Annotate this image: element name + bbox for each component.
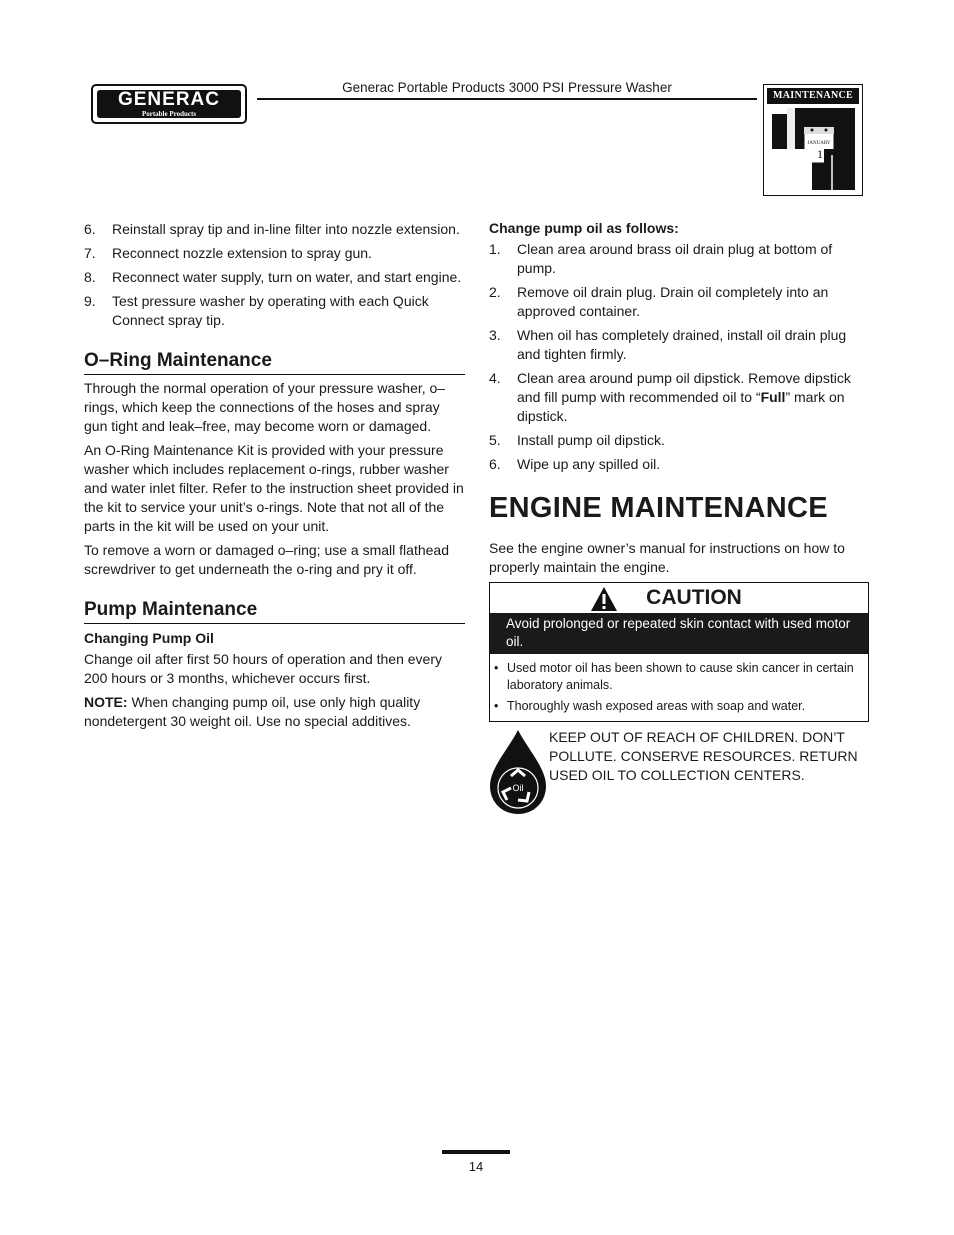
list-item — [84, 244, 465, 263]
step-text: Test pressure washer by operating with each Quick Connect spray tip. — [112, 293, 429, 328]
pump-heading: Pump Maintenance — [84, 599, 465, 624]
step-text: Reconnect water supply, turn on water, and start engine. — [112, 269, 462, 285]
engine-maintenance-heading: ENGINE MAINTENANCE — [489, 492, 828, 524]
page-number: 14 — [468, 1159, 484, 1174]
oring-heading: O–Ring Maintenance — [84, 350, 465, 375]
oring-paragraph-3: To remove a worn or damaged o–ring; use a small flathead screwdriver to get underneath the o-ring and pry it off. — [84, 542, 449, 577]
step-text: Reinstall spray tip and in-line filter into nozzle extension. — [112, 221, 460, 237]
step-text: Remove oil drain plug. Drain oil completely into an approved container. — [517, 284, 829, 319]
oring-paragraph-1: Through the normal operation of your pressure washer, o–rings, which keep the connections of the hoses and spray gun tight and leak–free, may become worn or damaged. — [84, 380, 446, 434]
warning-triangle-icon — [590, 586, 618, 612]
step-number: 1. — [489, 241, 501, 257]
changing-pump-oil-heading: Changing Pump Oil — [84, 630, 214, 646]
document-title: Generac Portable Products 3000 PSI Pressure Washer — [342, 80, 672, 95]
step-number: 3. — [489, 327, 501, 343]
bullet-text: Thoroughly wash exposed areas with soap and water. — [507, 699, 806, 713]
step-number: 6. — [84, 221, 96, 237]
bullet-text: Used motor oil has been shown to cause skin cancer in certain laboratory animals. — [507, 661, 854, 692]
pump-oil-schedule: Change oil after first 50 hours of operation and then every 200 hours or 3 months, whichever occurs first. — [84, 651, 442, 686]
step-number: 9. — [84, 293, 96, 309]
caution-box — [489, 582, 869, 722]
note-text: When changing pump oil, use only high quality nondetergent 30 weight oil. Use no special additives. — [84, 694, 421, 729]
caution-warning: Avoid prolonged or repeated skin contact with used motor oil. — [490, 613, 868, 654]
logo-word: GENERAC — [117, 89, 220, 110]
step-number: 5. — [489, 432, 501, 448]
step-number: 4. — [489, 370, 501, 386]
oring-paragraph-2: An O-Ring Maintenance Kit is provided with your pressure washer which includes replacement o-rings, rubber washer and water inlet filter. Refer to the instruction sheet provided in the kit to service your unit’s o-rings. Note that not all of the parts in the kit will be used on your unit. — [84, 442, 464, 534]
change-pump-oil-heading: Change pump oil as follows: — [489, 220, 679, 236]
list-item — [489, 326, 870, 364]
oil-recycle-icon — [489, 728, 547, 816]
pump-oil-note — [84, 693, 465, 731]
step-number: 8. — [84, 269, 96, 285]
bullet-dot: • — [494, 661, 499, 675]
step-text: When oil has completely drained, install oil drain plug and tighten firmly. — [517, 327, 847, 362]
header-rule — [257, 98, 757, 100]
list-item — [84, 220, 465, 239]
oil-label: Oil — [512, 783, 524, 793]
maintenance-label: MAINTENANCE — [767, 88, 859, 104]
list-item — [494, 698, 862, 715]
engine-paragraph: See the engine owner’s manual for instructions on how to properly maintain the engine. — [489, 540, 845, 575]
step-text-before: Clean area around pump oil dipstick. Remove dipstick and fill pump with recommended oil to “ — [517, 370, 851, 405]
footer-bar — [442, 1150, 510, 1154]
calendar-month: JANUARY — [807, 141, 831, 146]
step-text: Reconnect nozzle extension to spray gun. — [112, 245, 372, 261]
caution-title: CAUTION — [646, 586, 742, 609]
step-number: 6. — [489, 456, 501, 472]
step-text-bold: Full — [760, 389, 786, 405]
oil-recycle-notice — [489, 728, 870, 818]
list-item — [84, 268, 465, 287]
calendar-day: 1 — [817, 147, 823, 161]
logo-subtitle: Portable Products — [141, 110, 197, 118]
caution-header — [490, 583, 868, 613]
list-item — [489, 431, 870, 450]
list-item — [489, 240, 870, 278]
pump-oil-steps — [489, 240, 870, 474]
step-text-after: ” mark on dipstick. — [517, 389, 845, 424]
generac-logo — [91, 84, 247, 124]
list-item — [489, 455, 870, 474]
calendar-wrench-icon — [764, 85, 862, 195]
note-label: NOTE: — [84, 694, 128, 710]
step-number: 7. — [84, 245, 96, 261]
list-item — [84, 292, 465, 330]
step-text: Clean area around brass oil drain plug at bottom of pump. — [517, 241, 833, 276]
maintenance-badge — [763, 84, 863, 196]
reinstall-steps — [84, 220, 465, 330]
left-column — [84, 220, 465, 736]
list-item — [494, 660, 862, 694]
caution-bullets — [490, 654, 868, 721]
list-item — [489, 369, 870, 426]
right-column — [489, 220, 870, 818]
step-text: Install pump oil dipstick. — [517, 432, 665, 448]
list-item — [489, 283, 870, 321]
bullet-dot: • — [494, 699, 499, 713]
step-number: 2. — [489, 284, 501, 300]
step-text: Wipe up any spilled oil. — [517, 456, 661, 472]
oil-notice-text: KEEP OUT OF REACH OF CHILDREN. DON’T POLLUTE. CONSERVE RESOURCES. RETURN USED OIL TO COLLECTION CENTERS. — [549, 729, 858, 783]
